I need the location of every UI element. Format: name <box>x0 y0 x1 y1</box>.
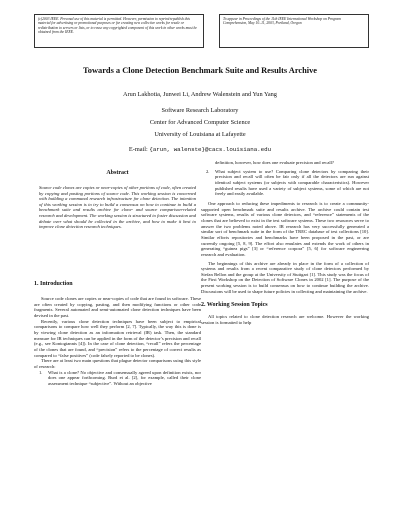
paper-title: Towards a Clone Detection Benchmark Suite and Results Archive <box>82 66 318 75</box>
list-text: What subject system to use? Comparing clone detectors by comparing their precision and recall will often be fair only if all the detectors are run against identical subject systems (or subjects with comparable characteristics). However published results have used a variety of subject systems, some of which are not freely and easily available. <box>215 168 369 197</box>
section-heading-introduction: 1. Introduction <box>34 281 73 287</box>
list-text: definition, however, how does one evaluate precision and recall? <box>215 160 334 165</box>
list-item-continued <box>201 160 369 166</box>
paragraph: There are at least two main questions that plague detector comparisons using this style of research: <box>34 358 201 369</box>
list-number: 2. <box>206 168 210 174</box>
paragraph: Source code clones are copies or near-copies of code that are found in software. These are often created by copying, pasting, and then modifying functions or other code fragments. Several automated and semi-automated clone detection techniques have been devised in the past. <box>34 296 201 318</box>
affiliation-lab: Software Research Laboratory <box>161 107 239 114</box>
email-address: {arun, walenste}@cacs.louisiana.edu <box>149 146 272 153</box>
list-item <box>201 169 369 197</box>
author-email <box>20 146 380 153</box>
email-label: E-mail: <box>128 146 148 153</box>
abstract-heading: Abstract <box>106 170 129 176</box>
affiliation-center: Center for Advanced Computer Science <box>149 119 251 126</box>
paragraph: The beginnings of this archive are already in place in the form of a collection of systems and results from a recent comparative study of clone detectors performed by Stefan Bellon and the group at the University of Stuttgart [1]. This study was the focus of the First Workshop on the Detection of Software Clones in 2002 [1]. The purpose of the present working session is to build consensus on how to continue building the archive. Discussions will be used to shape future policies in collecting and maintaining the archive. <box>201 260 369 294</box>
right-column <box>201 160 369 326</box>
author-list: Arun Lakhotia, Junwei Li, Andrew Walenstein and Yun Yang <box>123 91 277 98</box>
paragraph: One approach to reducing these impediments to research is to create a community-supported open benchmark suite and results archive. The archive could contain test software systems, results of various clone detectors, and “reference” statements of the clones that are believed to exist in the test software systems. These two resources serve to answer the two problems noted above. IR research has very successfully generated a similar sort of benchmark suite in the form of the TREC database of test collections [10]. Similar efforts repositories and benchmarks have been proposed in the past, or are currently ongoing [5, 8, 9]. The effort also emulates and extends the work of others in generating “guinea pigs” [3] or “reference corpora” [5, 6] for software engineering research and evaluation. <box>201 200 369 257</box>
list-item <box>34 370 201 387</box>
paragraph: Recently, various clone detection techniques have been subject to empirical comparisons to compare how well they perform [2, 7]. Typically, the way this is done is by viewing clone detection as an information retrieval (IR) task. Then, the standard measure for IR techniques can be applied in the form of the detector’s precision and recall (e.g., see Kontogiannis [4]). In the case of clone detection, “recall” refers the percentage of the clones that are found, and “precision” refers to the percentage of correct results as compared to “false positives” (code falsely reported to be clones). <box>34 318 201 358</box>
list-text: What is a clone? No objective and consensually agreed upon definition exists, nor does one appear forthcoming. Burd et al. [2], for example, called their clone assessment technique “subjective”. Without an objective <box>48 369 201 386</box>
section-heading-topics: 2. Working Session Topics <box>201 302 268 309</box>
left-column <box>34 296 201 387</box>
list-number: 1. <box>39 369 43 375</box>
copyright-notice: (c)2003 IEEE. Personal use of this material is permitted. However, permission to reprint/republish this material for advertising or promotional purposes or for creating new collective works for resale or redistribution to servers or lists, or to reuse any copyrighted component of this work in other works must be obtained from the IEEE. <box>34 14 204 48</box>
abstract-text: Source code clones are copies or near-copies of other portions of code, often created by copying and pasting portions of source code. This working session is concerned with building a communal research infrastructure for clone detection. The intention of this working session is to try to build a consensus on how to continue to build a benchmark suite and results archive for clone- and source comparison-related research and development. The working session is structured to foster discussion and debate over what should be collected in the archive, and how to make it best to improve clone detection research techniques. <box>39 185 196 230</box>
paragraph: All topics related to clone detection research are welcome. However the working session is formatted to help <box>201 314 369 326</box>
publication-notice: To appear in Proceedings of the 11th IEEE International Workshop on Program Comprehension, May 10–11, 2003, Portland, Oregon <box>219 14 369 48</box>
affiliation-university: University of Louisiana at Lafayette <box>154 131 246 138</box>
